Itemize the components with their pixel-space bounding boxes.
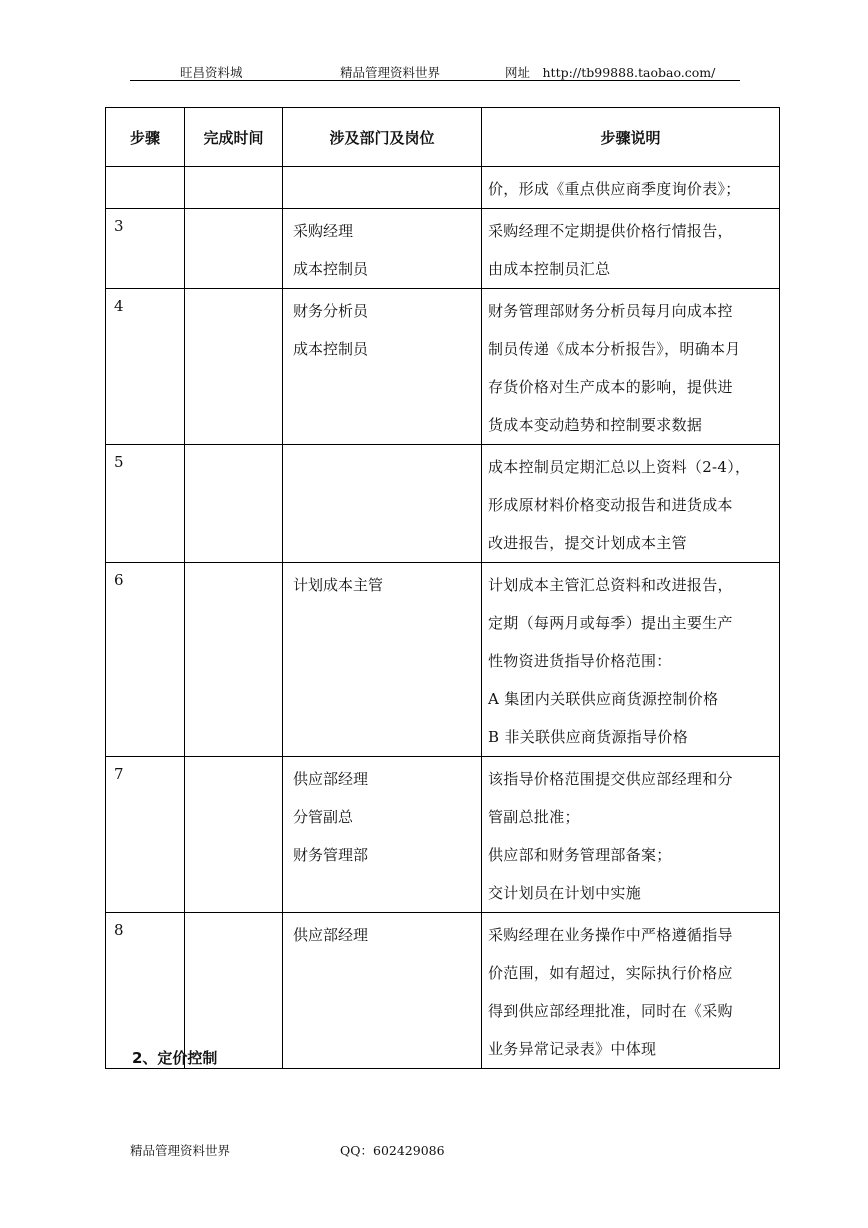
department-line: 成本控制员 (293, 340, 369, 358)
department-cell (283, 167, 482, 209)
department-cell (283, 563, 482, 757)
footer-site-name: 精品管理资料世界 (130, 1143, 231, 1158)
completion-time-cell (185, 913, 283, 1069)
step-number-cell: 3 (106, 209, 185, 289)
department-cell (283, 913, 482, 1069)
description-line: 定期（每两月或每季）提出主要生产 (488, 614, 733, 632)
column-header-time: 完成时间 (185, 108, 283, 167)
description-line: 财务管理部财务分析员每月向成本控 (488, 302, 733, 320)
description-line: B 非关联供应商货源指导价格 (488, 728, 688, 746)
description-line: 交计划员在计划中实施 (488, 884, 642, 902)
description-line: 性物资进货指导价格范围： (488, 652, 672, 670)
table-row (106, 167, 780, 209)
description-line: 得到供应部经理批准，同时在《采购 (488, 1002, 733, 1020)
department-cell (283, 289, 482, 445)
department-line: 采购经理 (293, 222, 354, 240)
completion-time-cell (185, 289, 283, 445)
completion-time-cell (185, 445, 283, 563)
step-number-cell: 6 (106, 563, 185, 757)
table-row (106, 913, 780, 1069)
completion-time-cell (185, 757, 283, 913)
table-body (106, 167, 780, 1069)
completion-time-cell (185, 563, 283, 757)
description-cell (482, 913, 780, 1069)
table-row (106, 757, 780, 913)
table-row (106, 445, 780, 563)
description-line: 改进报告，提交计划成本主管 (488, 534, 687, 552)
description-line: 存货价格对生产成本的影响，提供进 (488, 378, 733, 396)
department-cell (283, 209, 482, 289)
completion-time-cell (185, 167, 283, 209)
table-row (106, 209, 780, 289)
step-number-cell (106, 167, 185, 209)
department-line: 计划成本主管 (293, 576, 384, 594)
step-number-cell: 4 (106, 289, 185, 445)
step-number-cell: 7 (106, 757, 185, 913)
header-world-name: 精品管理资料世界 (340, 65, 441, 80)
table-row (106, 563, 780, 757)
description-line: 成本控制员定期汇总以上资料（2-4）， (488, 458, 751, 476)
completion-time-cell (185, 209, 283, 289)
procedure-table (105, 107, 780, 1069)
description-line: 价范围，如有超过，实际执行价格应 (488, 964, 733, 982)
table-header-row (106, 108, 780, 167)
description-cell (482, 167, 780, 209)
description-cell (482, 209, 780, 289)
step-number-cell: 8 (106, 913, 185, 1069)
department-line: 财务管理部 (293, 846, 369, 864)
table-row (106, 289, 780, 445)
description-line: 采购经理不定期提供价格行情报告， (488, 222, 733, 240)
description-line: 由成本控制员汇总 (488, 260, 611, 278)
description-line: 采购经理在业务操作中严格遵循指导 (488, 926, 733, 944)
column-header-description: 步骤说明 (482, 108, 780, 167)
footer-qq: QQ：602429086 (340, 1143, 445, 1158)
description-line: 计划成本主管汇总资料和改进报告， (488, 576, 733, 594)
department-line: 供应部经理 (293, 770, 369, 788)
section-title: 2、定价控制 (132, 1049, 218, 1067)
column-header-step: 步骤 (106, 108, 185, 167)
department-cell (283, 445, 482, 563)
department-line: 分管副总 (293, 808, 354, 826)
description-line: 制员传递《成本分析报告》，明确本月 (488, 340, 741, 358)
description-cell (482, 445, 780, 563)
description-line: A 集团内关联供应商货源控制价格 (488, 690, 719, 708)
column-header-department: 涉及部门及岗位 (283, 108, 482, 167)
header-shop-name: 旺昌资料城 (180, 65, 243, 80)
description-line: 形成原材料价格变动报告和进货成本 (488, 496, 733, 514)
department-line: 供应部经理 (293, 926, 369, 944)
step-number-cell: 5 (106, 445, 185, 563)
description-line: 该指导价格范围提交供应部经理和分 (488, 770, 733, 788)
description-line: 货成本变动趋势和控制要求数据 (488, 416, 703, 434)
page-header (130, 62, 740, 81)
header-website: 网址 http://tb99888.taobao.com/ (505, 65, 716, 80)
description-line: 业务异常记录表》中体现 (488, 1040, 657, 1058)
department-cell (283, 757, 482, 913)
description-cell (482, 289, 780, 445)
description-cell (482, 563, 780, 757)
department-line: 财务分析员 (293, 302, 369, 320)
description-cell (482, 757, 780, 913)
description-line: 管副总批准； (488, 808, 580, 826)
description-line: 供应部和财务管理部备案； (488, 846, 672, 864)
department-line: 成本控制员 (293, 260, 369, 278)
description-line: 价，形成《重点供应商季度询价表》； (488, 180, 741, 198)
